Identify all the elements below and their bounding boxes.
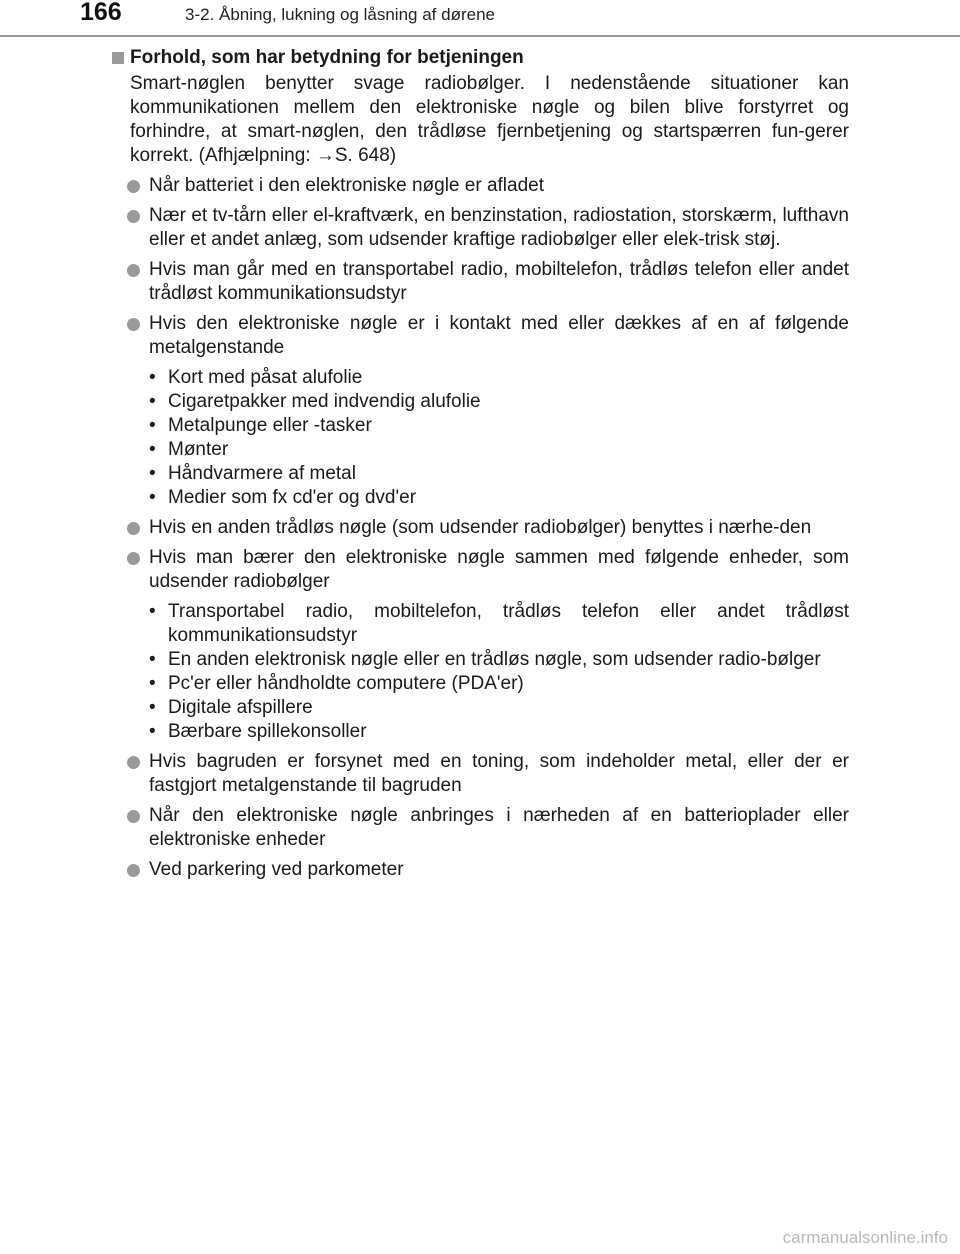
list-item-text: Når den elektroniske nøgle anbringes i nærheden af en batterioplader eller elektroniske enheder [149, 805, 849, 850]
list-item-text: Hvis man bærer den elektroniske nøgle sammen med følgende enheder, som udsender radiobølger [149, 547, 849, 592]
list-item-text: Hvis den elektroniske nøgle er i kontakt med eller dækkes af en af følgende metalgenstande [149, 313, 849, 358]
header-divider [0, 35, 960, 37]
circle-bullet-icon [127, 264, 140, 277]
list-item [111, 858, 849, 882]
sub-list-item: • Kort med påsat alufolie [111, 366, 849, 390]
list-item-text: Når batteriet i den elektroniske nøgle er afladet [149, 175, 544, 196]
circle-bullet-icon [127, 180, 140, 193]
sub-list-item: • Cigaretpakker med indvendig alufolie [111, 390, 849, 414]
circle-bullet-icon [127, 810, 140, 823]
sub-list-item: • Håndvarmere af metal [111, 462, 849, 486]
list-item [111, 804, 849, 852]
sub-list-item: • Metalpunge eller -tasker [111, 414, 849, 438]
sub-list-item: • Bærbare spillekonsoller [111, 720, 849, 744]
main-content [111, 46, 849, 882]
circle-bullet-icon [127, 864, 140, 877]
list-item [111, 516, 849, 540]
sub-list-item: • Pc'er eller håndholdte computere (PDA'er) [111, 672, 849, 696]
watermark: carmanualsonline.info [782, 1228, 948, 1247]
heading-text: Forhold, som har betydning for betjeningen [130, 47, 524, 68]
sub-list-item: • Mønter [111, 438, 849, 462]
list-item-text: Ved parkering ved parkometer [149, 859, 404, 880]
circle-bullet-icon [127, 318, 140, 331]
square-bullet-icon [112, 52, 124, 64]
list-item [111, 312, 849, 360]
list-item-text: Hvis en anden trådløs nøgle (som udsender radiobølger) benyttes i nærhe-den [149, 517, 812, 538]
list-item [111, 174, 849, 198]
list-item-text: Nær et tv-tårn eller el-kraftværk, en benzinstation, radiostation, storskærm, lufthavn eller et andet anlæg, som udsender kraftige radiobølger eller elek-trisk støj. [149, 205, 849, 250]
sub-list-item: • En anden elektronisk nøgle eller en trådløs nøgle, som udsender radio-bølger [111, 648, 849, 672]
list-item [111, 546, 849, 594]
list-item [111, 204, 849, 252]
page-header [0, 0, 960, 40]
sub-list-item: • Digitale afspillere [111, 696, 849, 720]
list-item [111, 750, 849, 798]
circle-bullet-icon [127, 552, 140, 565]
circle-bullet-icon [127, 210, 140, 223]
page-number: 166 [80, 0, 122, 26]
list-item-text: Hvis bagruden er forsynet med en toning, som indeholder metal, eller der er fastgjort metalgenstande til bagruden [149, 751, 849, 796]
sub-list [111, 600, 849, 744]
condition-list [111, 174, 849, 882]
list-item [111, 258, 849, 306]
section-title: 3-2. Åbning, lukning og låsning af dørene [185, 5, 495, 24]
sub-list [111, 366, 849, 510]
circle-bullet-icon [127, 756, 140, 769]
list-item-text: Hvis man går med en transportabel radio, mobiltelefon, trådløs telefon eller andet trådløst kommunikationsudstyr [149, 259, 849, 304]
section-heading [111, 46, 849, 70]
circle-bullet-icon [127, 522, 140, 535]
intro-paragraph: Smart-nøglen benytter svage radiobølger. I nedenstående situationer kan kommunikationen mellem den elektroniske nøgle og bilen blive forstyrret og forhindre, at smart-nøglen, den trådløse fjernbetjening og startspærren fun-gerer korrekt. (Afhjælpning: →S. 648) [130, 73, 849, 166]
sub-list-item: • Medier som fx cd'er og dvd'er [111, 486, 849, 510]
sub-list-item: • Transportabel radio, mobiltelefon, trådløs telefon eller andet trådløst kommunikationsudstyr [111, 600, 849, 648]
